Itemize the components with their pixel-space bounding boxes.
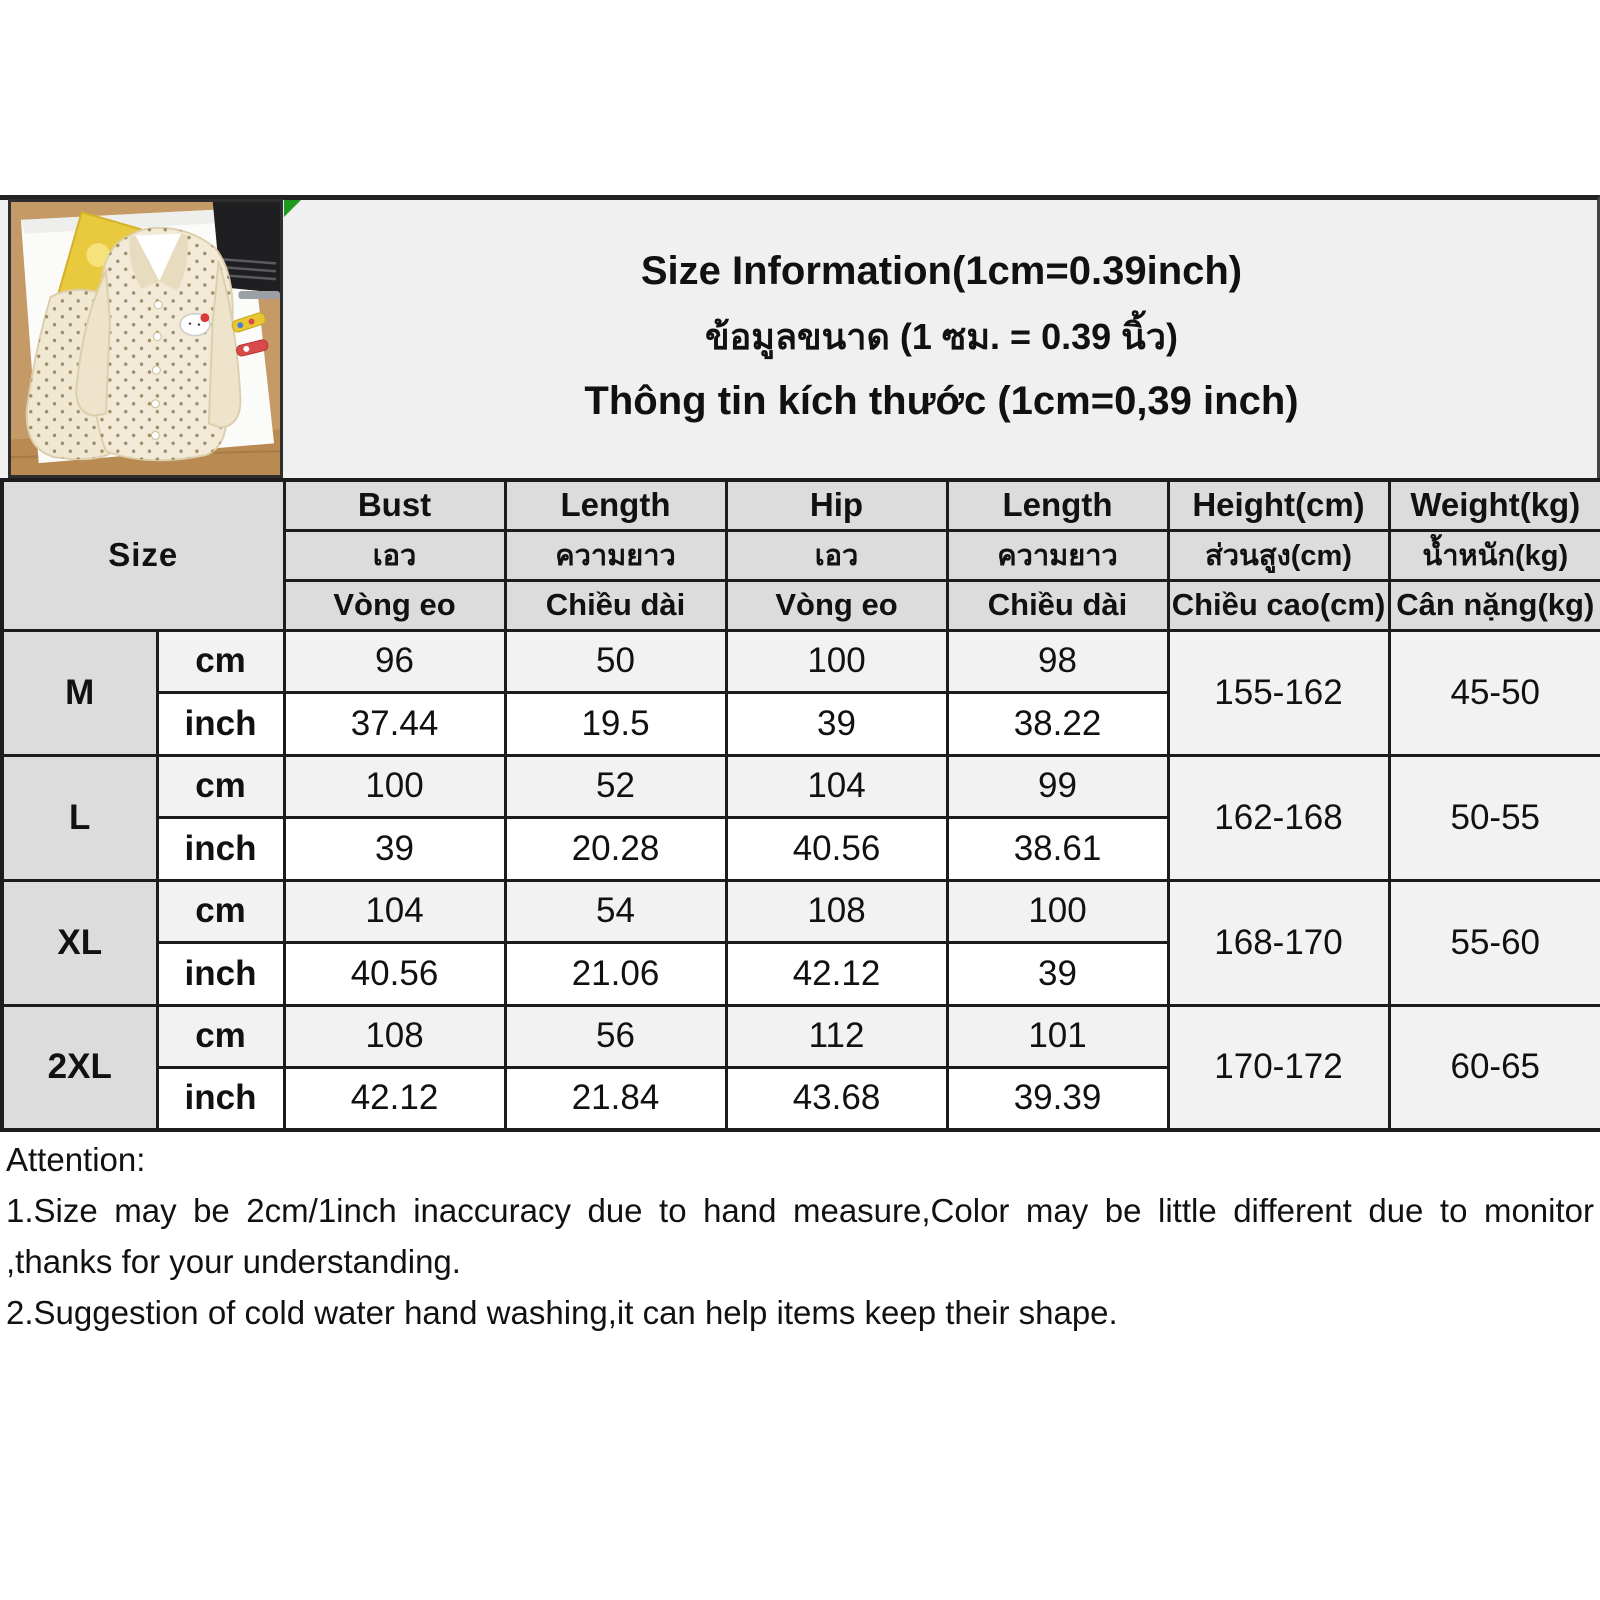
value-cell: 39 bbox=[947, 942, 1168, 1005]
col-header-length2-vi: Chiều dài bbox=[947, 580, 1168, 630]
size-label-m: M bbox=[2, 630, 157, 755]
attention-section bbox=[6, 1134, 1594, 1339]
value-cell: 39.39 bbox=[947, 1067, 1168, 1130]
title-thai: ข้อมูลขนาด (1 ซม. = 0.39 นิ้ว) bbox=[705, 316, 1178, 357]
unit-label-cm: cm bbox=[157, 1005, 284, 1067]
size-label-l: L bbox=[2, 755, 157, 880]
value-cell: 39 bbox=[284, 817, 505, 880]
value-cell: 101 bbox=[947, 1005, 1168, 1067]
value-cell: 39 bbox=[726, 692, 947, 755]
value-cell: 20.28 bbox=[505, 817, 726, 880]
value-cell: 54 bbox=[505, 880, 726, 942]
value-cell: 38.61 bbox=[947, 817, 1168, 880]
value-cell: 52 bbox=[505, 755, 726, 817]
value-cell: 108 bbox=[284, 1005, 505, 1067]
attention-note-1: 1.Size may be 2cm/1inch inaccuracy due to hand measure,Color may be little different due to monitor ,thanks for your understanding. bbox=[6, 1192, 1594, 1281]
value-cell: 104 bbox=[726, 755, 947, 817]
value-cell: 98 bbox=[947, 630, 1168, 692]
value-cell: 19.5 bbox=[505, 692, 726, 755]
value-cell: 112 bbox=[726, 1005, 947, 1067]
value-cell: 104 bbox=[284, 880, 505, 942]
weight-range-xl: 55-60 bbox=[1389, 880, 1600, 1005]
value-cell: 42.12 bbox=[726, 942, 947, 1005]
unit-label-cm: cm bbox=[157, 755, 284, 817]
unit-label-inch: inch bbox=[157, 817, 284, 880]
unit-label-cm: cm bbox=[157, 880, 284, 942]
col-header-hip-en: Hip bbox=[726, 480, 947, 530]
attention-heading: Attention: bbox=[6, 1141, 146, 1178]
kitty-patch bbox=[180, 313, 210, 335]
table-row-2xl-cm bbox=[2, 1005, 1600, 1067]
value-cell: 40.56 bbox=[284, 942, 505, 1005]
height-range-xl: 168-170 bbox=[1168, 880, 1389, 1005]
value-cell: 42.12 bbox=[284, 1067, 505, 1130]
col-header-weight-th: น้ำหนัก(kg) bbox=[1389, 530, 1600, 580]
value-cell: 43.68 bbox=[726, 1067, 947, 1130]
value-cell: 21.06 bbox=[505, 942, 726, 1005]
col-header-height-vi: Chiều cao(cm) bbox=[1168, 580, 1389, 630]
col-header-height-en: Height(cm) bbox=[1168, 480, 1389, 530]
weight-range-2xl: 60-65 bbox=[1389, 1005, 1600, 1130]
col-header-length1-vi: Chiều dài bbox=[505, 580, 726, 630]
header-row-english bbox=[2, 480, 1600, 530]
col-header-length2-th: ความยาว bbox=[947, 530, 1168, 580]
pajama-set-illustration bbox=[11, 202, 280, 475]
value-cell: 100 bbox=[284, 755, 505, 817]
table-row-l-cm bbox=[2, 755, 1600, 817]
attention-note-2: 2.Suggestion of cold water hand washing,it can help items keep their shape. bbox=[6, 1294, 1118, 1332]
unit-label-inch: inch bbox=[157, 692, 284, 755]
value-cell: 100 bbox=[947, 880, 1168, 942]
col-header-hip-th: เอว bbox=[726, 530, 947, 580]
value-cell: 40.56 bbox=[726, 817, 947, 880]
size-header-cell: Size bbox=[2, 480, 284, 630]
value-cell: 96 bbox=[284, 630, 505, 692]
value-cell: 100 bbox=[726, 630, 947, 692]
table-row-xl-cm bbox=[2, 880, 1600, 942]
value-cell: 37.44 bbox=[284, 692, 505, 755]
unit-label-cm: cm bbox=[157, 630, 284, 692]
value-cell: 21.84 bbox=[505, 1067, 726, 1130]
value-cell: 38.22 bbox=[947, 692, 1168, 755]
value-cell: 56 bbox=[505, 1005, 726, 1067]
weight-range-m: 45-50 bbox=[1389, 630, 1600, 755]
col-header-length1-th: ความยาว bbox=[505, 530, 726, 580]
col-header-bust-vi: Vòng eo bbox=[284, 580, 505, 630]
product-photo bbox=[8, 199, 283, 478]
col-header-bust-th: เอว bbox=[284, 530, 505, 580]
size-label-xl: XL bbox=[2, 880, 157, 1005]
value-cell: 108 bbox=[726, 880, 947, 942]
col-header-hip-vi: Vòng eo bbox=[726, 580, 947, 630]
col-header-bust-en: Bust bbox=[284, 480, 505, 530]
title-vietnamese: Thông tin kích thước (1cm=0,39 inch) bbox=[584, 379, 1299, 423]
size-label-2xl: 2XL bbox=[2, 1005, 157, 1130]
unit-label-inch: inch bbox=[157, 942, 284, 1005]
height-range-m: 155-162 bbox=[1168, 630, 1389, 755]
table-row-m-cm bbox=[2, 630, 1600, 692]
title-block bbox=[283, 195, 1600, 478]
height-range-l: 162-168 bbox=[1168, 755, 1389, 880]
col-header-height-th: ส่วนสูง(cm) bbox=[1168, 530, 1389, 580]
value-cell: 99 bbox=[947, 755, 1168, 817]
weight-range-l: 50-55 bbox=[1389, 755, 1600, 880]
col-header-weight-en: Weight(kg) bbox=[1389, 480, 1600, 530]
value-cell: 50 bbox=[505, 630, 726, 692]
height-range-2xl: 170-172 bbox=[1168, 1005, 1389, 1130]
unit-label-inch: inch bbox=[157, 1067, 284, 1130]
size-table bbox=[0, 478, 1600, 1132]
col-header-length1-en: Length bbox=[505, 480, 726, 530]
col-header-weight-vi: Cân nặng(kg) bbox=[1389, 580, 1600, 630]
title-english: Size Information(1cm=0.39inch) bbox=[640, 249, 1243, 293]
col-header-length2-en: Length bbox=[947, 480, 1168, 530]
